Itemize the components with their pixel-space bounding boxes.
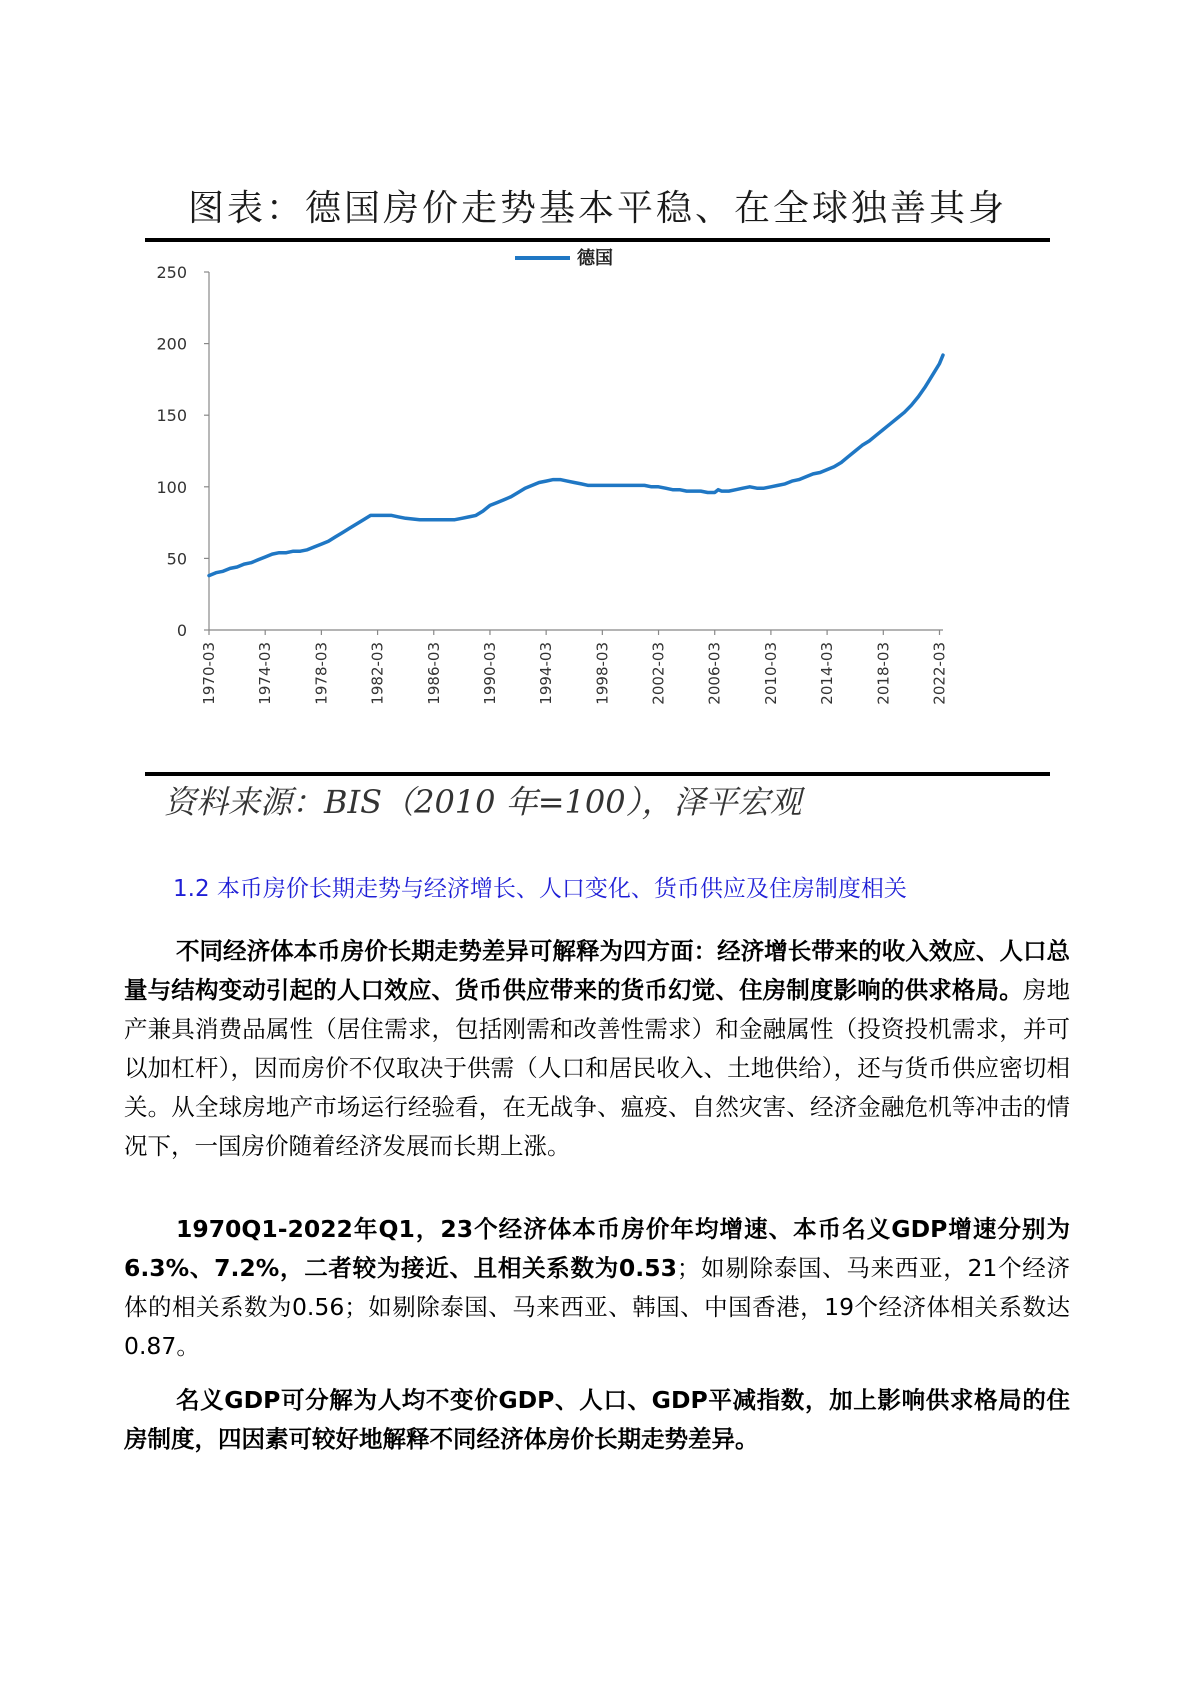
x-tick-label: 2002-03: [649, 642, 668, 705]
x-tick-label: 1978-03: [312, 642, 331, 705]
y-tick-label: 200: [156, 334, 187, 354]
x-tick-label: 1998-03: [593, 642, 612, 705]
y-tick-label: 100: [156, 477, 187, 497]
y-axis: [156, 263, 209, 640]
x-tick-label: 2006-03: [705, 642, 724, 705]
paragraph-2: [124, 1210, 1070, 1366]
series-line-germany: [209, 355, 943, 575]
house-price-chart: [145, 244, 1050, 770]
paragraph-1-bold: 不同经济体本币房价长期走势差异可解释为四方面：经济增长带来的收入效应、人口总量与结构变动引起的人口效应、货币供应带来的货币幻觉、住房制度影响的供求格局。: [124, 937, 1070, 1004]
x-tick-label: 1990-03: [480, 642, 499, 705]
paragraph-2-bold: 1970Q1-2022年Q1，23个经济体本币房价年均增速、本币名义GDP增速分别为6.3%、7.2%，二者较为接近、且相关系数为0.53: [124, 1215, 1070, 1282]
x-tick-label: 1982-03: [368, 642, 387, 705]
x-tick-label: 1970-03: [200, 642, 218, 705]
paragraph-1: [124, 932, 1070, 1166]
x-tick-label: 2014-03: [818, 642, 837, 705]
y-tick-label: 250: [156, 263, 187, 282]
paragraph-3-bold: 名义GDP可分解为人均不变价GDP、人口、GDP平减指数，加上影响供求格局的住房制度，四因素可较好地解释不同经济体房价长期走势差异。: [124, 1386, 1070, 1453]
x-tick-label: 1974-03: [256, 642, 275, 705]
figure-source: 资料来源：BIS（2010 年=100），泽平宏观: [164, 783, 802, 821]
y-tick-label: 50: [166, 549, 187, 569]
section-heading: 1.2 本币房价长期走势与经济增长、人口变化、货币供应及住房制度相关: [173, 876, 907, 902]
y-tick-label: 150: [156, 406, 187, 426]
x-tick-label: 2022-03: [930, 642, 949, 705]
chart-legend: [515, 247, 613, 269]
y-tick-label: 0: [176, 621, 187, 640]
figure-top-rule: [145, 238, 1050, 242]
x-tick-label: 1986-03: [424, 642, 443, 705]
paragraph-3: [124, 1381, 1070, 1459]
x-tick-label: 2018-03: [874, 642, 893, 705]
paragraph-1-text: 房地产兼具消费品属性（居住需求，包括刚需和改善性需求）和金融属性（投资投机需求，并可以加杠杆），因而房价不仅取决于供需（人口和居民收入、土地供给），还与货币供应密切相关。从全球房地产市场运行经验看，在无战争、瘟疫、自然灾害、经济金融危机等冲击的情况下，一国房价随着经济发展而长期上涨。: [124, 976, 1071, 1160]
x-tick-label: 2010-03: [761, 642, 780, 705]
figure-bottom-rule: [145, 772, 1050, 776]
x-axis: [200, 630, 948, 705]
figure-title: 图表：德国房价走势基本平稳、在全球独善其身: [187, 188, 1007, 229]
x-tick-label: 1994-03: [537, 642, 556, 705]
paragraph-2-text: ；如剔除泰国、马来西亚，21个经济体的相关系数为0.56；如剔除泰国、马来西亚、韩国、中国香港，19个经济体相关系数达0.87。: [124, 1254, 1070, 1360]
legend-label: 德国: [577, 248, 613, 269]
